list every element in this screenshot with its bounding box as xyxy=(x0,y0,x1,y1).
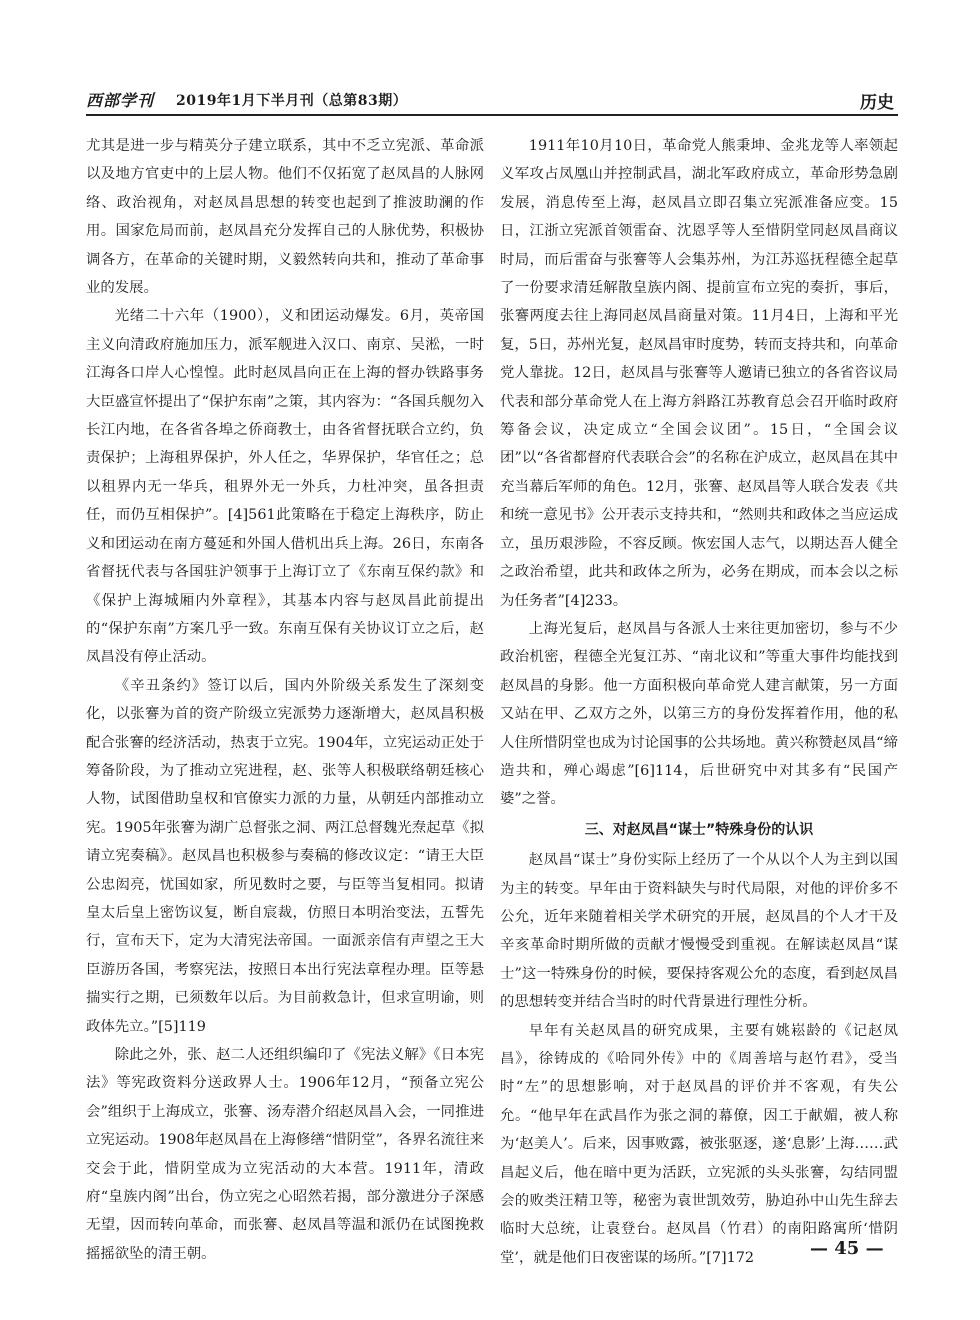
paragraph: 早年有关赵凤昌的研究成果，主要有姚崧龄的《记赵凤昌》，徐铸成的《哈同外传》中的《周善培与赵竹君》，受当时“左”的思想影响，对于赵凤昌的评价并不客观，有失公允。“他早年在武昌作为张之洞的幕僚，因工于献媚，被人称为‘赵美人’。后来，因事败露，被张驱逐，遂‘息影’上海……武昌起义后，他在暗中更为活跃，立宪派的头头张謇，勾结同盟会的败类汪精卫等，秘密为袁世凯效劳，胁迫孙中山先生辞去临时大总统，让袁登台。赵凤昌（竹君）的南阳路寓所‘惜阴堂’，就是他们日夜密谋的场所。”[7]172 xyxy=(500,1022,898,1266)
section-title: 历史 xyxy=(860,93,894,113)
page-number: — 45 — xyxy=(810,1238,884,1259)
paragraph: 赵凤昌“谋士”身份实际上经历了一个从以个人为主到以国为主的转变。早年由于资料缺失与时代局限，对他的评价多不公允，近年来随着相关学术研究的开展，赵凤昌的个人才干及辛亥革命时期所做的贡献才慢慢受到重视。在解读赵凤昌“谋士”这一特殊身份的时候，要保持客观公允的态度，看到赵凤昌的思想转变并结合当时的时代背景进行理性分析。 xyxy=(500,852,898,1011)
paragraph: 光绪二十六年（1900），义和团运动爆发。6月，英帝国主义向清政府施加压力，派军舰进入汉口、南京、吴淞，一时江海各口岸人心惶惶。此时赵凤昌向正在上海的督办铁路事务大臣盛宣怀提出了“保护东南”之策，其内容为：“各国兵舰勿入长江内地，在各省各埠之侨商教士，由各省督抚联合立约，负责保护；上海租界保护，外人任之，华界保护，华官任之；总以租界内无一华兵，租界外无一外兵，力杜冲突，虽各担责任，而仍互相保护”。[4]561此策略在于稳定上海秩序，防止义和团运动在南方蔓延和外国人借机出兵上海。26日，东南各省督抚代表与各国驻沪领事于上海订立了《东南互保约款》和《保护上海城厢内外章程》，其基本内容与赵凤昌此前提出的“保护东南”方案几乎一致。东南互保有关协议订立之后，赵凤昌没有停止活动。 xyxy=(86,308,484,666)
issue-info: 2019年1月下半月刊（总第83期） xyxy=(176,93,408,109)
section-heading: 三、对赵凤昌“谋士”特殊身份的认识 xyxy=(584,821,814,838)
paragraph: 1911年10月10日，革命党人熊秉坤、金兆龙等人率领起义军攻占凤凰山并控制武昌，湖北军政府成立，革命形势急剧发展，消息传至上海，赵凤昌立即召集立宪派准备应变。15日，江浙立宪派首领雷奋、沈恩孚等人至惜阴堂同赵凤昌商议时局，而后雷奋与张謇等人会集苏州，为江苏巡抚程德全起草了一份要求清廷解散皇族内阁、提前宣布立宪的奏折，事后，张謇两度去往上海同赵凤昌商量对策。11月4日，上海和平光复，5日，苏州光复，赵凤昌审时度势，转而支持共和，向革命党人靠拢。12日，赵凤昌与张謇等人邀请已独立的各省咨议局代表和部分革命党人在上海方斜路江苏教育总会召开临时政府筹备会议，决定成立“全国会议团”。15日，“全国会议团”以“各省都督府代表联合会”的名称在沪成立，赵凤昌在其中充当幕后军师的角色。12月，张謇、赵凤昌等人联合发表《共和统一意见书》公开表示支持共和，“然则共和政体之当应运成立，虽历艰涉险，不容反顾。恢宏国人志气，以期达吾人健全之政治希望，此共和政体之所为，必务在期成，而本会以之标为任务者”[4]233。 xyxy=(500,138,898,609)
paragraph: 除此之外，张、赵二人还组织编印了《宪法义解》《日本宪法》等宪政资料分送政界人士。1906年12月，“预备立宪公会”组织于上海成立，张謇、汤寿潜介绍赵凤昌入会，一同推进立宪运动。1908年赵凤昌在上海修缮“惜阴堂”，各界名流往来交会于此，惜阴堂成为立宪活动的大本营。1911年，清政府“皇族内阁”出台，伪立宪之心昭然若揭，部分激进分子深感无望，因而转向革命，而张謇、赵凤昌等温和派仍在试图挽救摇摇欲坠的清王朝。 xyxy=(86,1047,484,1262)
right-column xyxy=(500,132,898,1272)
paragraph: 《辛丑条约》签订以后，国内外阶级关系发生了深刻变化，以张謇为首的资产阶级立宪派势力逐渐增大，赵凤昌积极配合张謇的经济活动，热衷于立宪。1904年，立宪运动正处于筹备阶段，为了推动立宪进程，赵、张等人积极联络朝廷核心人物，试图借助皇权和官僚实力派的力量，从朝廷内部推动立宪。1905年张謇为湖广总督张之洞、两江总督魏光焘起草《拟请立宪奏稿》。赵凤昌也积极参与奏稿的修改议定：“请王大臣公忠闳亮，忧国如家，所见数时之要，与臣等当复相同。拟请皇太后皇上密饬议复，断自宸裁，仿照日本明治变法，五誓先行，宣布天下，定为大清宪法帝国。一面派亲信有声望之王大臣游历各国，考察宪法，按照日本出行宪法章程办理。臣等悬揣实行之期，已须数年以后。为目前救急计，但求宣明谕，则政体先立。”[5]119 xyxy=(86,677,484,1035)
journal-name: 西部学刊 xyxy=(86,91,155,110)
paragraph: 上海光复后，赵凤昌与各派人士来往更加密切，参与不少政治机密，程德全光复江苏、“南北议和”等重大事件均能找到赵凤昌的身影。他一方面积极向革命党人建言献策，另一方面又站在甲、乙双方之外，以第三方的身份发挥着作用，他的私人住所惜阴堂也成为讨论国事的公共场地。黄兴称赞赵凤昌“缔造共和，殚心竭虑”[6]114，后世研究中对其多有“民国产婆”之誉。 xyxy=(500,620,898,808)
running-header xyxy=(86,84,896,114)
paragraph: 尤其是进一步与精英分子建立联系，其中不乏立宪派、革命派以及地方官吏中的上层人物。他们不仅拓宽了赵凤昌的人脉网络、政治视角，对赵凤昌思想的转变也起到了推波助澜的作用。国家危局而前，赵凤昌充分发挥自己的人脉优势，积极协调各方，在革命的关键时期，义毅然转向共和，推动了革命事业的发展。 xyxy=(86,138,484,297)
header-rule xyxy=(86,114,898,116)
left-column xyxy=(86,132,484,1268)
